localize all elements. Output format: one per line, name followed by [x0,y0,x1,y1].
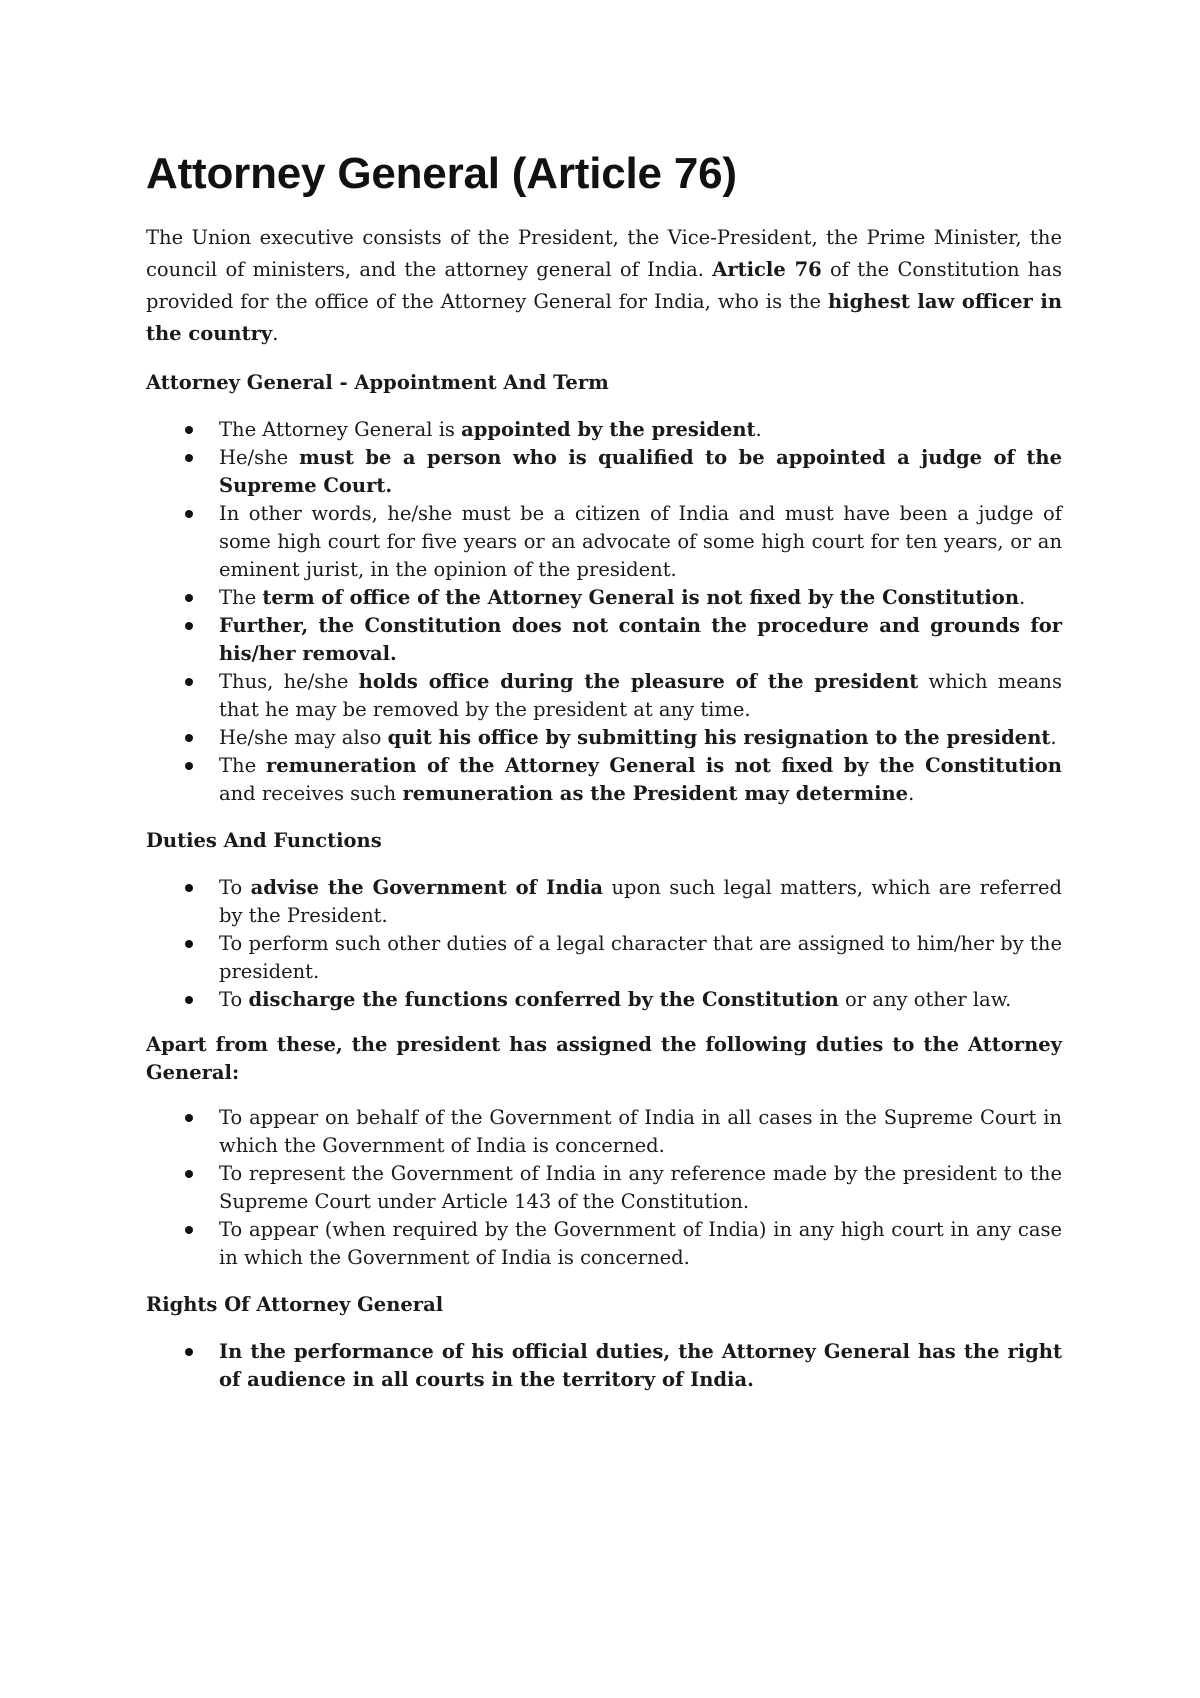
intro-text: The Union executive consists of the President, the Vice-President, the Prime Minister, the council of ministers, and the attorney general of India. [146,226,1062,281]
item-text: He/she may also [219,726,388,749]
item-bold: remuneration of the Attorney General is not fixed by the Constitution [265,754,1062,777]
item-text: To [219,876,251,899]
item-bold: term of office of the Attorney General is not fixed by the Constitution [262,586,1019,609]
page-title: Attorney General (Article 76) [146,149,737,198]
list-item [219,668,1062,724]
item-bold: appointed by the president [461,418,756,441]
item-bold: holds office during the pleasure of the president [358,670,919,693]
intro-paragraph [146,222,1062,350]
item-text: To [219,988,249,1011]
intro-text: of the Constitution has provided for the office of the Attorney General for India, who is the [146,258,1062,313]
item-text: which means that he may be removed by the president at any time. [219,670,1062,721]
list-item [219,1160,1062,1216]
item-text: To appear on behalf of the Government of India in all cases in the Supreme Court in which the Government of India is concerned. [219,1106,1062,1157]
item-text: . [1050,726,1057,749]
item-text: . [1019,586,1026,609]
list-item [219,444,1062,500]
item-text: To perform such other duties of a legal character that are assigned to him/her by the president. [219,932,1062,983]
rights-heading: Rights Of Attorney General [146,1293,444,1316]
list-item [219,612,1062,668]
assigned-duties-heading: Apart from these, the president has assigned the following duties to the Attorney General: [146,1033,1062,1084]
item-text: The [219,586,263,609]
item-text: To appear (when required by the Government of India) in any high court in any case in which the Government of India is concerned. [219,1218,1062,1269]
item-text: The [219,754,266,777]
list-item [219,986,1062,1014]
list-item [219,1104,1062,1160]
item-text: . [755,418,762,441]
list-item [219,500,1062,584]
list-item [219,1338,1062,1394]
list-item [219,724,1062,752]
item-bold: quit his office by submitting his resignation to the president [387,726,1051,749]
item-bold: Further, the Constitution does not contain the procedure and grounds for his/her removal. [219,614,1062,665]
item-text: and receives such [219,782,403,805]
duties-list [146,874,1062,1014]
list-item [219,584,1062,612]
item-text: Thus, he/she [219,670,359,693]
item-text: He/she [219,446,300,469]
item-text: In other words, he/she must be a citizen of India and must have been a judge of some high court for five years or an advocate of some high court for ten years, or an eminent jurist, in the opinion of the president. [219,502,1062,581]
document-page [146,148,1062,1411]
intro-bold: Article 76 [712,258,822,281]
assigned-duties-list [146,1104,1062,1272]
item-text: upon such legal matters, which are referred by the President. [219,876,1062,927]
rights-list [146,1338,1062,1394]
item-text: The Attorney General is [219,418,462,441]
item-text: . [908,782,915,805]
item-bold: In the performance of his official duties, the Attorney General has the right of audience in all courts in the territory of India. [219,1340,1062,1391]
item-bold: discharge the functions conferred by the Constitution [248,988,839,1011]
list-item [219,416,1062,444]
list-item [219,1216,1062,1272]
duties-heading: Duties And Functions [146,829,382,852]
item-bold: advise the Government of India [250,876,604,899]
item-text: To represent the Government of India in any reference made by the president to the Supreme Court under Article 143 of the Constitution. [219,1162,1062,1213]
appointment-list [146,416,1062,808]
list-item [219,874,1062,930]
item-bold: must be a person who is qualified to be appointed a judge of the Supreme Court. [219,446,1062,497]
intro-text: . [272,322,279,345]
item-bold: remuneration as the President may determine [402,782,909,805]
intro-bold: highest law officer in the country [146,290,1062,345]
list-item [219,752,1062,808]
list-item [219,930,1062,986]
appointment-heading: Attorney General - Appointment And Term [146,371,609,394]
item-text: or any other law. [838,988,1012,1011]
